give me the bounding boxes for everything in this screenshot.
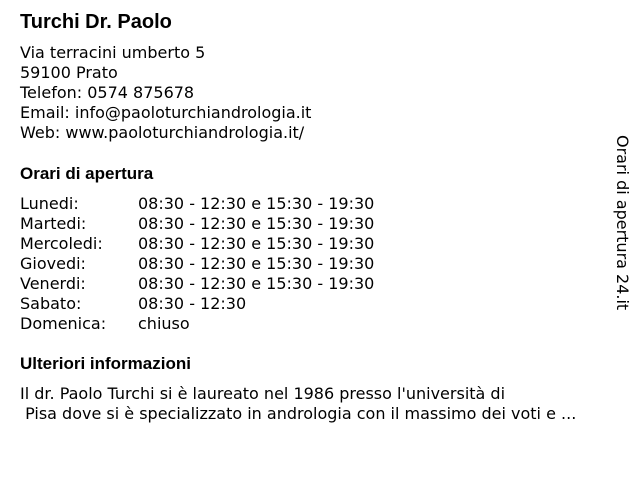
address-street: Via terracini umberto 5 bbox=[20, 43, 206, 62]
opening-hours-table bbox=[20, 194, 374, 334]
page-title: Turchi Dr. Paolo bbox=[20, 11, 172, 33]
hours-row-wednesday bbox=[20, 234, 374, 254]
time-value: chiuso bbox=[138, 314, 190, 333]
hours-row-monday bbox=[20, 194, 374, 214]
additional-info-text bbox=[20, 384, 632, 424]
time-value: 08:30 - 12:30 e 15:30 - 19:30 bbox=[138, 254, 375, 273]
time-value: 08:30 - 12:30 e 15:30 - 19:30 bbox=[138, 194, 375, 213]
hours-row-tuesday bbox=[20, 214, 374, 234]
day-label: Lunedi: bbox=[20, 194, 79, 213]
website-url: Web: www.paoloturchiandrologia.it/ bbox=[20, 123, 305, 142]
time-value: 08:30 - 12:30 bbox=[138, 294, 247, 313]
hours-row-thursday bbox=[20, 254, 374, 274]
day-label: Venerdi: bbox=[20, 274, 86, 293]
additional-info-heading: Ulteriori informazioni bbox=[20, 354, 191, 373]
info-line: Pisa dove si è specializzato in andrologia con il massimo dei voti e ... bbox=[20, 404, 577, 423]
hours-row-sunday bbox=[20, 314, 374, 334]
hours-row-friday bbox=[20, 274, 374, 294]
day-label: Giovedi: bbox=[20, 254, 86, 273]
opening-hours-heading: Orari di apertura bbox=[20, 164, 154, 183]
phone-number: Telefon: 0574 875678 bbox=[20, 83, 195, 102]
address-block bbox=[20, 43, 311, 143]
time-value: 08:30 - 12:30 e 15:30 - 19:30 bbox=[138, 214, 375, 233]
time-value: 08:30 - 12:30 e 15:30 - 19:30 bbox=[138, 274, 375, 293]
day-label: Domenica: bbox=[20, 314, 107, 333]
side-brand-watermark: Orari di apertura 24.it bbox=[613, 135, 632, 311]
time-value: 08:30 - 12:30 e 15:30 - 19:30 bbox=[138, 234, 375, 253]
hours-row-saturday bbox=[20, 294, 374, 314]
day-label: Sabato: bbox=[20, 294, 82, 313]
day-label: Martedi: bbox=[20, 214, 87, 233]
day-label: Mercoledi: bbox=[20, 234, 103, 253]
email-address: Email: info@paoloturchiandrologia.it bbox=[20, 103, 312, 122]
address-city: 59100 Prato bbox=[20, 63, 118, 82]
info-line: Il dr. Paolo Turchi si è laureato nel 1986 presso l'università di bbox=[20, 384, 506, 403]
